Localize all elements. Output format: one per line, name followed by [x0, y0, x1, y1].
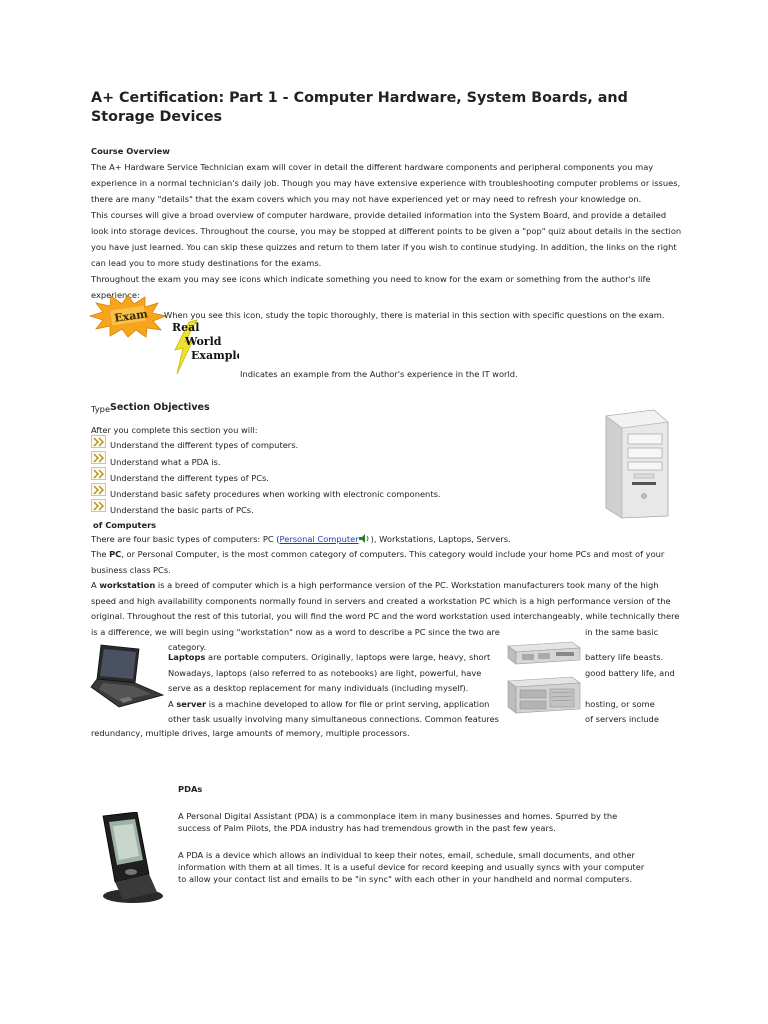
overview-line: there are many "details" that the exam covers which you may not have experienced yet or may need to refresh your knowledge on.	[91, 194, 642, 204]
laptops-paragraph-line: Laptops are portable computers. Originally, laptops were large, heavy, short	[168, 652, 491, 662]
overview-line: experience in a normal technician's daily job. Though you may have extensive experience with troubleshooting computer problems or issues,	[91, 178, 681, 188]
real-world-line-1: Real	[172, 321, 200, 334]
exam-badge-text: Exam	[113, 307, 149, 325]
servers-paragraph-line: redundancy, multiple drives, large amounts of memory, multiple processors.	[91, 728, 410, 738]
workstation-paragraph-line: speed and high availability components normally found in servers and created a workstation PC which is a high performance version of the	[91, 596, 671, 606]
objective-item: Understand the different types of computers.	[110, 440, 299, 450]
course-overview-heading: Course Overview	[91, 146, 170, 156]
pda-paragraph-line: A Personal Digital Assistant (PDA) is a commonplace item in many businesses and homes. Spurred by the	[178, 811, 618, 821]
double-chevron-icon	[91, 483, 106, 496]
double-chevron-icon	[91, 451, 106, 464]
objectives-prefix: Type	[91, 404, 111, 414]
overview-line: can lead you to more study destinations for the exams.	[91, 258, 322, 268]
double-chevron-icon	[91, 499, 106, 512]
overview-line: look into storage devices. Throughout the course, you may be stopped at different points to be given a "pop" quiz about details in the section	[91, 226, 682, 236]
objective-item: Understand the basic parts of PCs.	[110, 505, 254, 515]
types-intro-line: There are four basic types of computers: PC (Personal Computer ), Workstations, Laptops, Servers.	[91, 534, 511, 544]
overview-line: experience:	[91, 290, 140, 300]
servers-paragraph-line: hosting, or some	[585, 699, 655, 709]
pda-paragraph-line: information with them at all times. It is a useful device for record keeping and usually syncs with your computer	[178, 862, 645, 872]
servers-paragraph-line: A server is a machine developed to allow for file or print serving, application	[168, 699, 490, 709]
objective-item: Understand basic safety procedures when working with electronic components.	[110, 489, 441, 499]
pc-paragraph-line: business class PCs.	[91, 565, 171, 575]
pda-paragraph-line: success of Palm Pilots, the PDA industry has had tremendous growth in the past few years.	[178, 823, 556, 833]
overview-line: you have just learned. You can skip these quizzes and return to them later if you wish to continue studying. In addition, the links on the right	[91, 242, 677, 252]
real-world-line-3: Example	[191, 349, 239, 362]
rack-server-image	[506, 640, 582, 666]
servers-paragraph-line: other task usually involving many simultaneous connections. Common features	[168, 714, 499, 724]
personal-computer-link[interactable]: Personal Computer	[279, 534, 359, 544]
laptops-paragraph-line: battery life beasts.	[585, 652, 664, 662]
workstation-paragraph-line: A workstation is a breed of computer which is a high performance version of the PC. Workstation manufacturers took many of the high	[91, 580, 659, 590]
tower-pc-image	[598, 408, 678, 520]
objectives-intro: After you complete this section you will:	[91, 425, 258, 435]
exam-icon-caption: When you see this icon, study the topic thoroughly, there is material in this section with specific questions on the exam.	[164, 310, 665, 320]
laptops-paragraph-line: Nowadays, laptops (also referred to as notebooks) are light, powerful, have	[168, 668, 482, 678]
exam-icon	[89, 294, 167, 338]
pc-paragraph-line: The PC, or Personal Computer, is the most common category of computers. This category would include your home PCs and most of your	[91, 549, 665, 559]
pda-paragraph-line: to allow your contact list and emails to be "in sync" with each other in your handheld and normal computers.	[178, 874, 633, 884]
objective-item: Understand what a PDA is.	[110, 457, 221, 467]
double-chevron-icon	[91, 435, 106, 448]
page-title: A+ Certification: Part 1 - Computer Hardware, System Boards, and Storage Devices	[91, 90, 628, 125]
real-world-caption: Indicates an example from the Author's experience in the IT world.	[240, 369, 518, 379]
section-objectives-heading: Section Objectives	[110, 402, 210, 413]
workstation-paragraph-line: original. Throughout the rest of this tutorial, you will find the word PC and the word workstation used interchangeably, while technically there	[91, 611, 680, 621]
speaker-icon[interactable]	[359, 534, 371, 543]
overview-line: This courses will give a broad overview of computer hardware, provide detailed information into the System Board, and provide a detailed	[91, 210, 667, 220]
rack-server-image	[506, 675, 582, 715]
servers-paragraph-line: of servers include	[585, 714, 659, 724]
types-of-computers-heading: of Computers	[93, 520, 157, 530]
objective-item: Understand the different types of PCs.	[110, 473, 269, 483]
real-world-example-icon	[167, 316, 239, 376]
pda-paragraph-line: A PDA is a device which allows an individual to keep their notes, email, schedule, small documents, and other	[178, 850, 635, 860]
double-chevron-icon	[91, 467, 106, 480]
workstation-paragraph-line: category.	[168, 642, 207, 652]
pda-image	[93, 812, 167, 906]
laptops-paragraph-line: good battery life, and	[585, 668, 675, 678]
real-world-line-2: World	[185, 335, 222, 348]
pdas-heading: PDAs	[178, 784, 203, 794]
overview-line: Throughout the exam you may see icons which indicate something you need to know for the exam or something from the author's life	[91, 274, 651, 284]
laptops-paragraph-line: serve as a desktop replacement for many individuals (including myself).	[168, 683, 469, 693]
overview-line: The A+ Hardware Service Technician exam will cover in detail the different hardware components and peripheral components you may	[91, 162, 654, 172]
workstation-paragraph-line: is a difference, we will begin using "workstation" now as a word to describe a PC since the two are	[91, 627, 500, 637]
laptop-image	[89, 643, 166, 709]
workstation-paragraph-line: in the same basic	[585, 627, 659, 637]
